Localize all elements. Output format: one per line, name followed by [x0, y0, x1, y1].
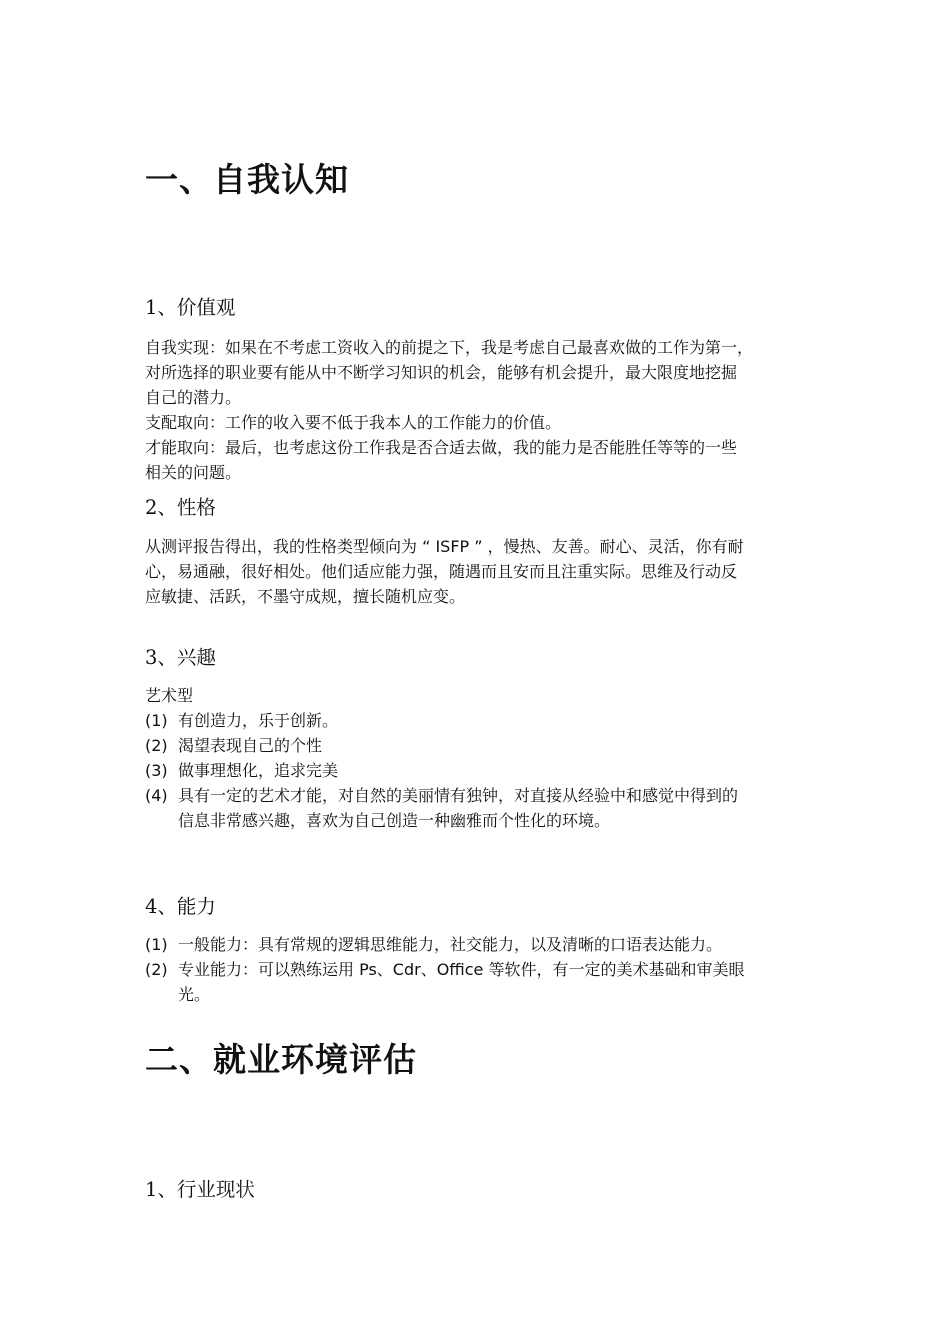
- list-item-text: 做事理想化，追求完美: [178, 761, 339, 780]
- list-item-text: 信息非常感兴趣，喜欢为自己创造一种幽雅而个性化的环境。: [178, 811, 611, 830]
- list-number: (1): [145, 935, 168, 954]
- list-item-text: 渴望表现自己的个性: [178, 736, 323, 755]
- personality-line-3: 应敏捷、活跃，不墨守成规，擅长随机应变。: [145, 587, 466, 606]
- values-line-2: 对所选择的职业要有能从中不断学习知识的机会，能够有机会提升，最大限度地挖掘: [145, 363, 738, 382]
- list-number: (2): [145, 960, 168, 979]
- values-line-4: 支配取向：工作的收入要不低于我本人的工作能力的价值。: [145, 413, 562, 432]
- values-line-5: 才能取向：最后，也考虑这份工作我是否合适去做，我的能力是否能胜任等等的一些: [145, 438, 738, 457]
- list-item-text: 一般能力：具有常规的逻辑思维能力，社交能力，以及清晰的口语表达能力。: [178, 935, 723, 954]
- list-number: (2): [145, 736, 168, 755]
- interests-intro: 艺术型: [145, 686, 194, 705]
- list-item-text: 专业能力：可以熟练运用 Ps、Cdr、Office 等软件，有一定的美术基础和审美眼: [178, 960, 745, 979]
- list-number: (1): [145, 711, 168, 730]
- list-number: (3): [145, 761, 168, 780]
- list-number: (4): [145, 786, 168, 805]
- subsection-heading-abilities: 4、能力: [145, 895, 216, 918]
- values-line-6: 相关的问题。: [145, 463, 242, 482]
- subsection-heading-values: 1、价值观: [145, 296, 236, 319]
- list-item-text: 有创造力，乐于创新。: [178, 711, 339, 730]
- values-line-3: 自己的潜力。: [145, 388, 242, 407]
- section-title-self-awareness: 一、自我认知: [145, 160, 349, 199]
- section-title-employment-environment: 二、就业环境评估: [145, 1040, 417, 1079]
- personality-line-1: 从测评报告得出，我的性格类型倾向为 “ ISFP ” ，慢热、友善。耐心、灵活，你有耐: [145, 537, 744, 556]
- subsection-heading-personality: 2、性格: [145, 496, 216, 519]
- subsection-heading-interests: 3、兴趣: [145, 646, 216, 669]
- list-item-text: 光。: [178, 985, 211, 1004]
- values-line-1: 自我实现：如果在不考虑工资收入的前提之下，我是考虑自己最喜欢做的工作为第一，: [145, 338, 754, 357]
- personality-line-2: 心，易通融，很好相处。他们适应能力强，随遇而且安而且注重实际。思维及行动反: [145, 562, 738, 581]
- subsection-heading-industry-status: 1、行业现状: [145, 1178, 255, 1201]
- list-item-text: 具有一定的艺术才能，对自然的美丽情有独钟，对直接从经验中和感觉中得到的: [178, 786, 739, 805]
